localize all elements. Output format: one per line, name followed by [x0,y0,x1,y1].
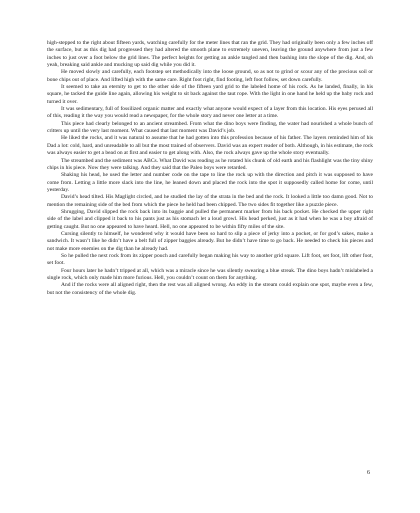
paragraph-10: Shrugging, David slipped the rock back into its baggie and pulled the permanent marker from his back pocket. He checked the upper right side of the label and clipped it back to his pants just as his stomach let a loud growl. His head perked, just as it had when he was a boy afraid of getting caught. But no one appeared to have heard. Hell, no one appeared to be within fifty miles of the site. [47,208,373,230]
body-text [47,40,373,297]
paragraph-13: Four hours later he hadn’t tripped at all, which was a miracle since he was silently swearing a blue streak. The dino boys hadn’t mislabeled a single rock, which only made him more furious. Hell, you couldn’t count on them for anything. [47,267,373,281]
paragraph-12: So he pulled the next rock from its zipper pouch and carefully began making his way to another grid square. Lift foot, set foot, lift other foot, set foot. [47,252,373,267]
paragraph-1: high-stepped to the right about fifteen yards, watching carefully for the meter lines that ran the grid. They had originally been only a few inches off the surface, but as this dig had progressed they had altered the smooth plane to extremely uneven, leaving the ground anywhere from just a few inches to just over a foot below the grid lines. The perfect heights for getting an ankle tangled and then bashing into the slope of the dig. And, oh yeah, breaking said ankle and mucking up said dig while you did it. [47,40,373,69]
paragraph-14: And if the rocks were all aligned right, then the rest was all aligned wrong. An eddy in the stream could explain one spot, maybe even a few, but not the consistency of the whole dig. [47,282,373,296]
paragraph-7: The streambed and the sediment was ABCs. What David was reading as he rotated his chunk of old earth and his flashlight was the tiny shiny chips in his piece. Now they were talking. And they said that the Paleo boys were retarded. [47,157,373,171]
paragraph-3: It seemed to take an eternity to get to the other side of the fifteen yard grid to the labeled home of his rock. As he landed, finally, in his square, he tacked the guide line again, allowing his weight to sit back against the taut rope. With the light in one hand he held up the baby rock and turned it over. [47,84,373,105]
page-number: 6 [367,470,370,476]
paragraph-9: David’s head tilted. His Maglight circled, and he studied the lay of the strata in the bed and the rock. It looked a little too damn good. Not to mention the remaining side of the bed from which the piece he held had been chipped. The two sides fit together like a puzzle piece. [47,194,373,208]
paragraph-6: He liked the rocks, and it was natural to assume that he had gotten into this profession because of his father. The layers reminded him of his Dad a lot: cold, hard, and unreadable to all but the most trained of observers. David was an expert reader of both. Although, in his estimate, the rock was always easier to get a bead on at first and easier to get along with. Also, the rock always gave up the whole story eventually. [47,135,373,157]
paragraph-8: Shaking his head, he used the letter and number code on the tape to line the rock up with the direction and pitch it was supposed to have come from. Letting a little more slack into the line, he leaned down and placed the rock into the spot it supposedly called home for come, until yesterday. [47,172,373,193]
paragraph-2: He moved slowly and carefully, each footstep set methodically into the loose ground, so as not to grind or scour any of the precious soil or bone chips out of place. And lifted high with the same care. Right foot right, find footing, left foot follow, set down carefully. [47,69,373,83]
paragraph-11: Cursing silently to himself, he wondered why it would have been so hard to slip a piece of jerky into a pocket, or for god’s sakes, make a sandwich. It wasn’t like he didn’t have a belt full of zipper baggies already. But he didn’t have time to go back. He needed to check his pieces and not make more enemies on the dig than he already had. [47,230,373,252]
paragraph-5: This piece had clearly belonged to an ancient streambed. From what the dino boys were finding, the water had nourished a whole bunch of critters up until the very last moment. What caused that last moment was David’s job. [47,120,373,135]
paragraph-4: It was sedimentary, full of fossilized organic matter and exactly what anyone would expect of a layer from this location. His eyes perused all of this, reading it the way you would read a newspaper, for the whole story and never one letter at a time. [47,106,373,120]
